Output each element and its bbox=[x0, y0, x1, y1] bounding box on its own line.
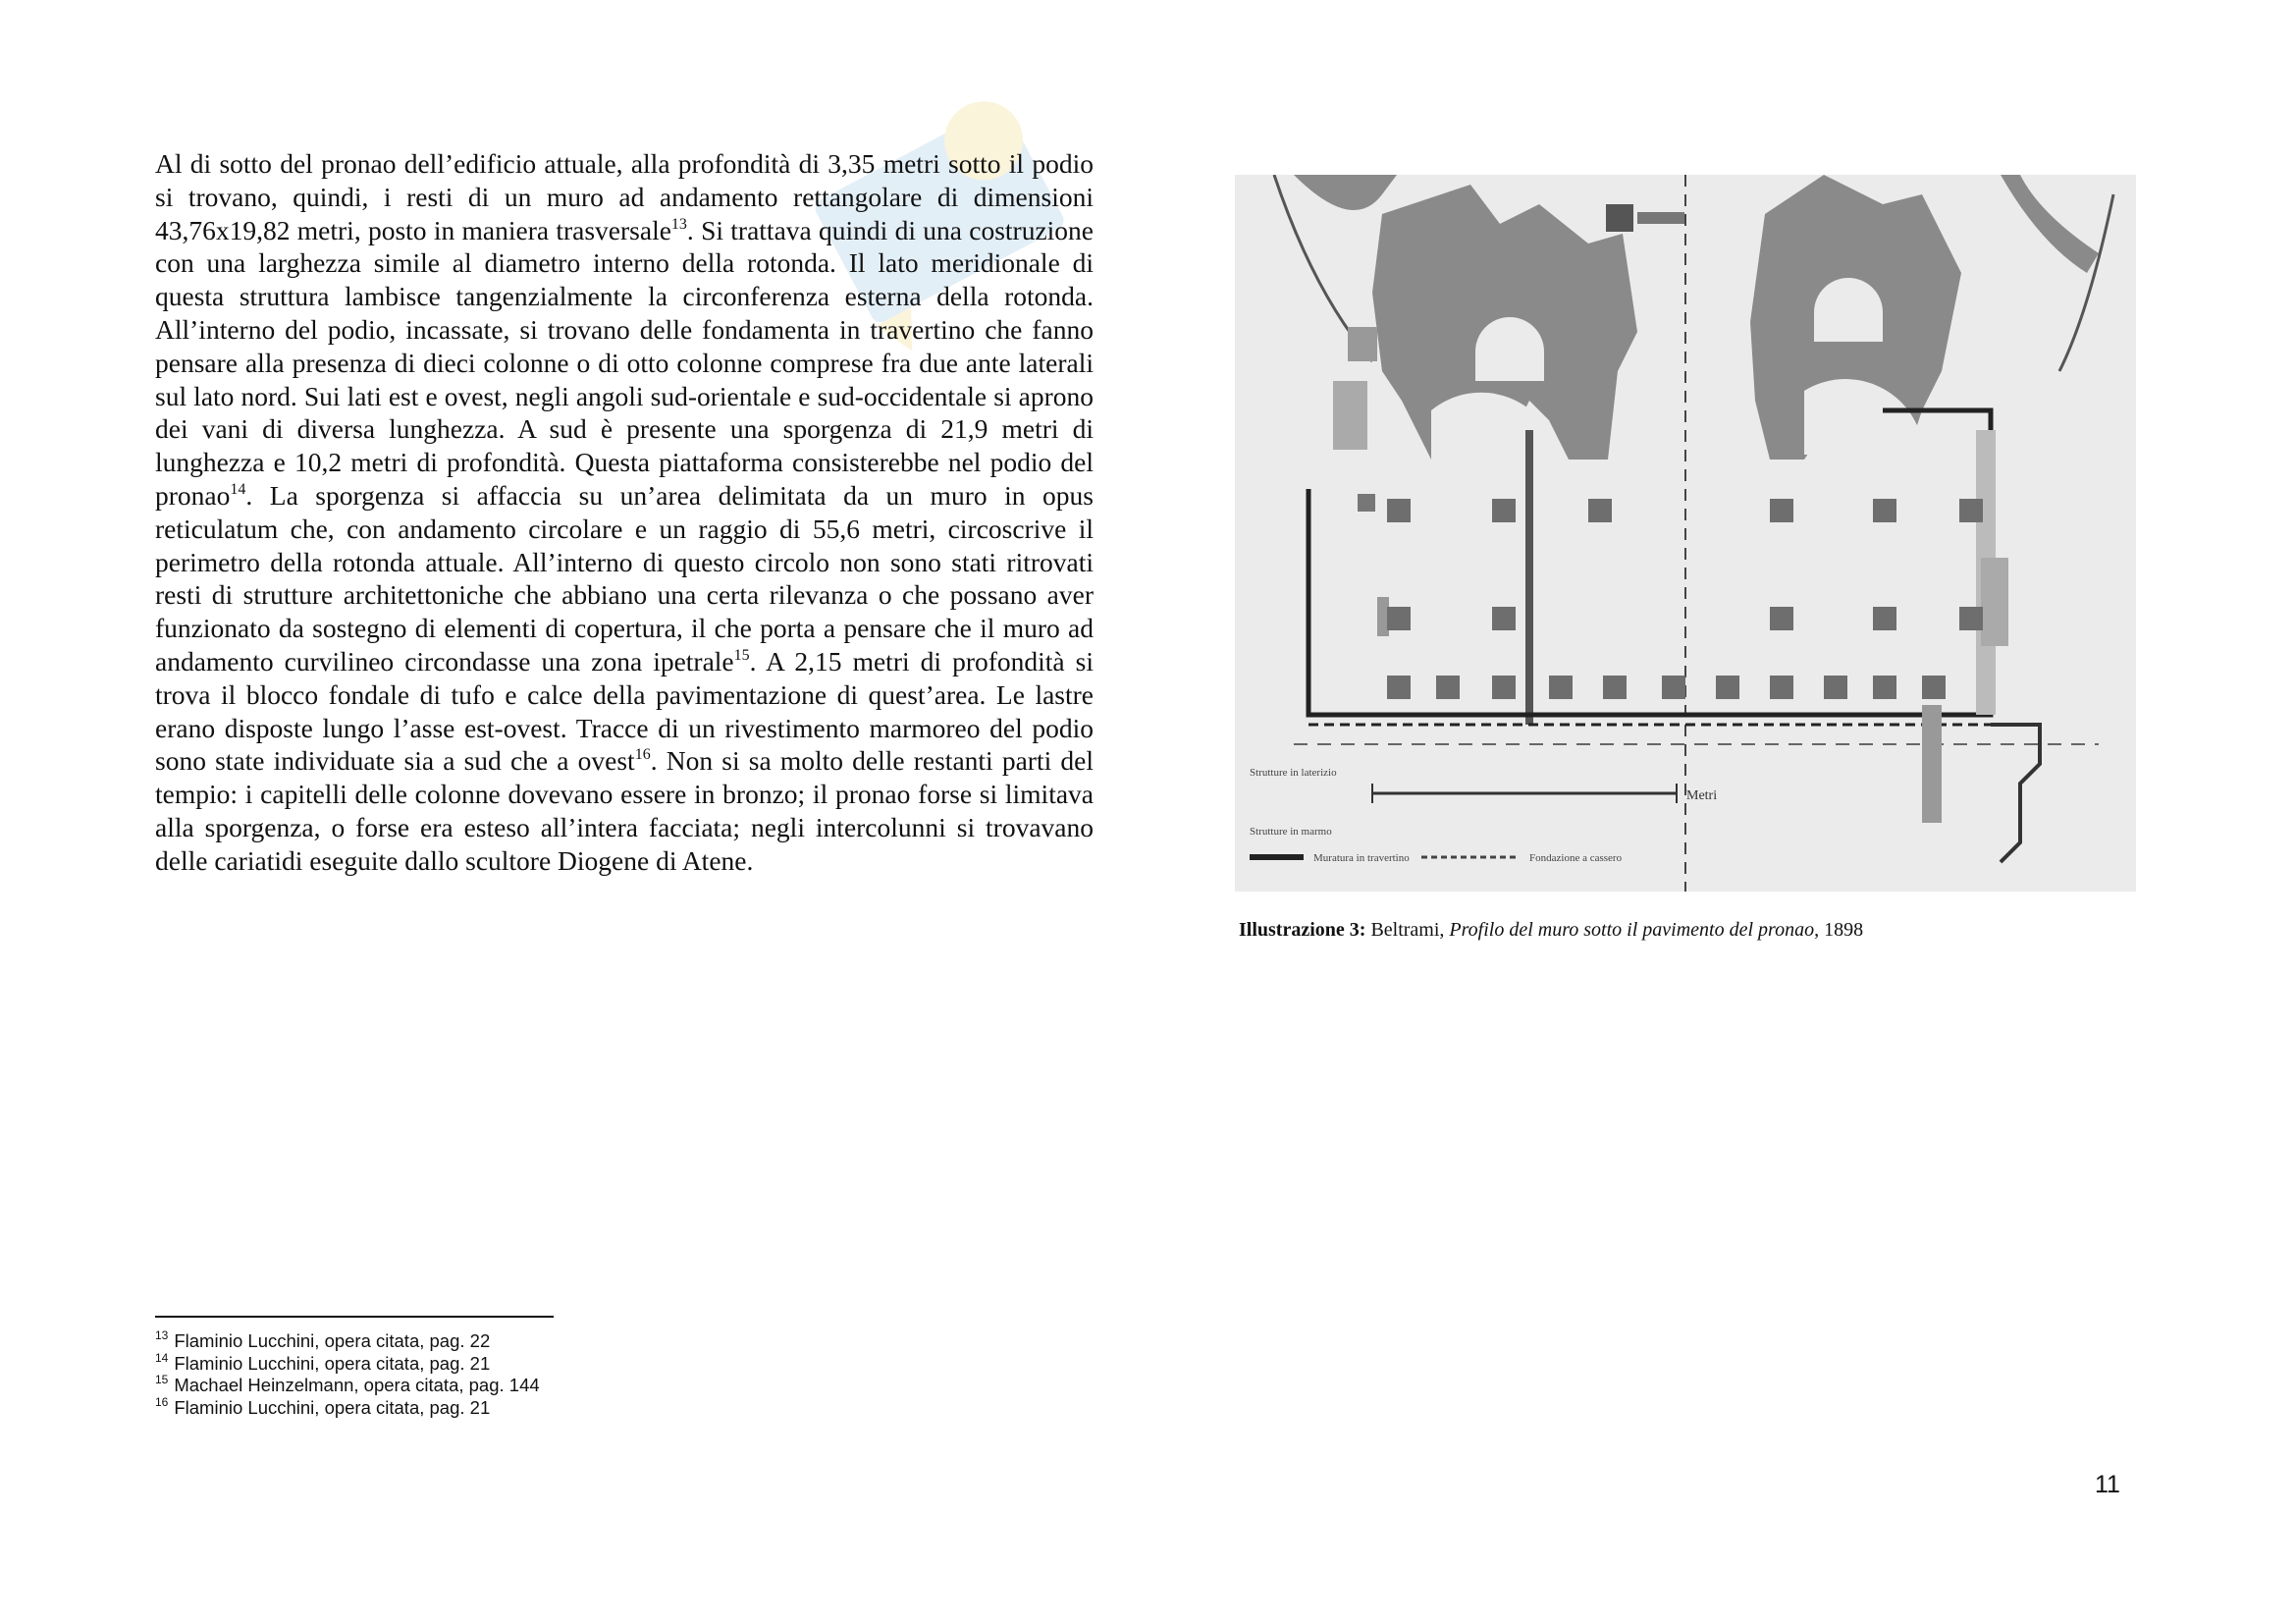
footnotes-list bbox=[155, 1330, 842, 1419]
legend-2: Strutture in marmo bbox=[1250, 826, 1332, 838]
footnote-ref-16: 16 bbox=[634, 746, 651, 764]
scale-label: Metri bbox=[1686, 788, 1718, 803]
footnote-text: Flaminio Lucchini, opera citata, pag. 21 bbox=[174, 1352, 491, 1374]
footnote-text: Flaminio Lucchini, opera citata, pag. 21 bbox=[174, 1396, 491, 1418]
footnote-text: Machael Heinzelmann, opera citata, pag. 144 bbox=[174, 1375, 540, 1395]
paragraph-part-2: . Si trattava quindi di una costruzione con una larghezza simile al diametro interno della rotonda. Il lato meridionale di questa struttura lambisce tangenzialmente la circonferenza esterna della rotonda. All’interno del podio, incassate, si trovano delle fondamenta in travertino che fanno pensare alla presenza di dieci colonne o di otto colonne comprese fra due ante laterali sul lato nord. Sui lati est e ovest, negli angoli sud-orientale e sud-occidentale si aprono dei vani di diversa lunghezza. A sud è presente una sporgenza di 21,9 metri di lunghezza e 10,2 metri di profondità. Questa piattaforma consisterebbe nel podio del pronao bbox=[155, 214, 1094, 511]
footnote-number: 16 bbox=[155, 1394, 169, 1409]
footnote-ref-13: 13 bbox=[670, 215, 687, 233]
caption-title: Profilo del muro sotto il pavimento del pronao bbox=[1449, 919, 1815, 941]
legend-4: Fondazione a cassero bbox=[1529, 852, 1623, 864]
footnote-13 bbox=[155, 1330, 842, 1353]
footnote-number: 13 bbox=[155, 1328, 169, 1342]
footnote-16 bbox=[155, 1394, 842, 1420]
caption-year: , 1898 bbox=[1814, 919, 1864, 941]
page-number: 11 bbox=[2095, 1471, 2120, 1498]
footnote-number: 15 bbox=[155, 1373, 169, 1386]
legend-1: Strutture in laterizio bbox=[1250, 767, 1337, 779]
caption-label: Illustrazione 3: bbox=[1239, 919, 1366, 941]
footnote-text: Flaminio Lucchini, opera citata, pag. 22 bbox=[174, 1330, 491, 1351]
footnote-14 bbox=[155, 1350, 842, 1376]
main-paragraph bbox=[155, 147, 1094, 878]
caption-author: Beltrami, bbox=[1365, 919, 1450, 941]
paragraph-part-4: . A 2,15 metri di profondità si trova il blocco fondale di tufo e calce della pavimentazione di quest’area. Le lastre erano disposte lungo l’asse est-ovest. Tracce di un rivestimento marmoreo del podio sono state individuate sia a sud che a ovest bbox=[155, 645, 1094, 777]
figure-caption bbox=[1239, 917, 2122, 943]
paragraph-part-1: Al di sotto del pronao dell’edificio attuale, alla profondità di 3,35 metri sotto il podio si trovano, quindi, i resti di un muro ad andamento rettangolare di dimensioni 43,76x19,82 metri, posto in maniera trasversale bbox=[155, 148, 1094, 245]
paragraph-part-3: . La sporgenza si affaccia su un’area delimitata da un muro in opus reticulatum che, con andamento circolare e un raggio di 55,6 metri, circoscrive il perimetro della rotonda attuale. All’interno di questo circolo non sono stati ritrovati resti di strutture architettoniche che abbiano una certa rilevanza o che possano aver funzionato da sostegno di elementi di copertura, il che porta a pensare che il muro ad andamento curvilineo circondasse una zona ipetrale bbox=[155, 479, 1094, 677]
footnote-15 bbox=[155, 1375, 842, 1397]
footnote-ref-15: 15 bbox=[733, 646, 750, 664]
floor-plan-drawing bbox=[1235, 175, 2136, 892]
floor-plan-figure bbox=[1235, 175, 2136, 892]
footnote-ref-14: 14 bbox=[230, 480, 246, 498]
paragraph-part-5: . Non si sa molto delle restanti parti del tempio: i capitelli delle colonne dovevano essere in bronzo; il pronao forse si limitava alla sporgenza, o forse era esteso all’intera facciata; negli intercolunni si trovavano delle cariatidi eseguite dallo scultore Diogene di Atene. bbox=[155, 745, 1094, 876]
legend-3: Muratura in travertino bbox=[1313, 852, 1410, 864]
footnote-separator bbox=[155, 1316, 554, 1318]
footnote-number: 14 bbox=[155, 1350, 169, 1365]
